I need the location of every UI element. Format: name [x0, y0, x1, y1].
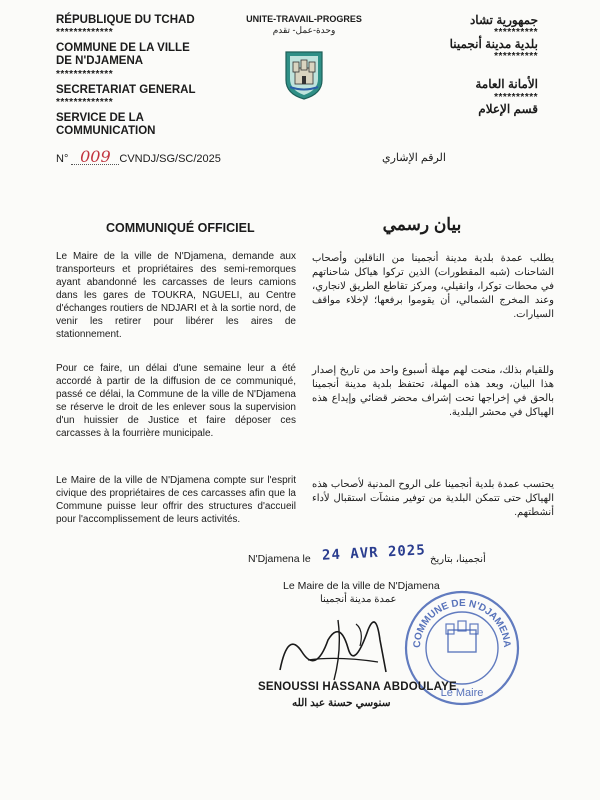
paragraph-ar-1: يطلب عمدة بلدية مدينة أنجمينا من الناقلين وأصحاب الشاحنات (شبه المقطورات) الذين تركوا هياكل شاحناتهم في محطات توكرا، وانقيلي، ومركز تقاطع الطريق لانجاري، وعند المخرج الشمالي، أن يقوموا برفعها؛ لإخلاء مواقف السيارات. — [312, 253, 554, 320]
reference-label-ar: الرقم الإشاري — [382, 152, 446, 164]
reference-number — [56, 147, 221, 166]
header-right — [388, 14, 538, 116]
paragraph-ar-3: يحتسب عمدة بلدية أنجمينا على الروح المدنية لأصحاب هذه الهياكل حتى تتمكن البلدية من توفير منشآت استقبال لأداء أنشطتهم. — [312, 479, 554, 518]
country-name-ar: جمهورية تشاد — [469, 13, 538, 27]
signatory-name-ar: سنوسي حسنة عبد الله — [292, 697, 391, 709]
separator-stars: ************* — [56, 27, 114, 39]
signatory-title-ar: عمدة مدينة أنجمينا — [320, 594, 397, 605]
header-center — [244, 14, 364, 36]
service-name-line1: SERVICE DE LA — [56, 111, 144, 124]
separator-stars: ************* — [56, 96, 114, 108]
service-name-line2: COMMUNICATION — [56, 125, 156, 138]
secretariat-name: SECRETARIAT GENERAL — [56, 83, 196, 96]
signatory-name-fr: SENOUSSI HASSANA ABDOULAYE — [258, 681, 457, 693]
separator-stars: ************* — [56, 68, 114, 80]
paragraph-fr-2: Pour ce faire, un délai d'une semaine leur a été accordé à partir de la diffusion de ce communiqué, passé ce délai, la Commune de la ville de N'Djamena se réserve le droit de les enlever sous la supervision d'un huissier de Justice et faire déposer ces carcasses à la fourrière municipale. — [56, 363, 296, 439]
date-prefix-ar: أنجمينا، بتاريخ — [430, 554, 486, 565]
motto-ar: وحدة-عمل- تقدم — [272, 25, 336, 35]
service-name-ar: قسم الإعلام — [478, 101, 538, 116]
paragraph-fr-3: Le Maire de la ville de N'Djamena compte sur l'esprit civique des propriétaires de ces carcasses afin que la Commune puisse leur offrir des structures d'accueil pour l'accomplissement de leurs activités. — [56, 475, 296, 525]
paragraph-fr-1: Le Maire de la ville de N'Djamena, demande aux transporteurs et propriétaires des semi-remorques ayant abandonné les carcasses de leurs camions dans les gares de TOUKRA, NGUELI, au Centre d'échanges routiers de NDJARI et à la sortie nord, de venir les retirer pour libérer les aires de stationnement. — [56, 251, 296, 340]
seal-bottom-text: Le Maire — [440, 687, 484, 699]
separator-stars: ********** — [494, 27, 538, 39]
handwritten-signature-icon — [268, 600, 408, 690]
date-prefix-fr: N'Djamena le — [248, 553, 311, 565]
commune-name-line1: COMMUNE DE LA VILLE — [56, 42, 190, 55]
header-left — [56, 14, 236, 138]
paragraph-ar-2: وللقيام بذلك، منحت لهم مهلة أسبوع واحد من تاريخ إصدار هذا البيان، وبعد هذه المهلة، تحتفظ بلدية مدينة أنجمينا بالحق في إخراجها تحت إشراف محضر قضائي وإيداع هذه الهياكل في محشر البلدية. — [312, 365, 554, 418]
seal-ring-text: COMMUNE DE N'DJAMENA — [411, 597, 513, 649]
title-fr: COMMUNIQUÉ OFFICIEL — [106, 221, 255, 235]
motto-fr: UNITE-TRAVAIL-PROGRES — [246, 14, 362, 24]
commune-name-line2: DE N'DJAMENA — [56, 55, 144, 68]
separator-stars: ********** — [494, 91, 538, 103]
country-name: RÉPUBLIQUE DU TCHAD — [56, 14, 195, 26]
date-stamp: 24 AVR 2025 — [321, 542, 427, 564]
reference-suffix: CVNDJ/SG/SC/2025 — [119, 153, 221, 165]
secretariat-name-ar: الأمانة العامة — [475, 77, 538, 92]
reference-prefix: N° — [56, 153, 69, 165]
commune-name-ar: بلدية مدينة أنجمينا — [449, 37, 538, 52]
title-ar: بيان رسمي — [382, 215, 462, 234]
city-coat-of-arms-icon — [282, 50, 326, 100]
signatory-title-fr: Le Maire de la ville de N'Djamena — [283, 580, 440, 592]
reference-handwritten-number: 009 — [71, 150, 119, 165]
separator-stars: ********** — [494, 51, 538, 63]
